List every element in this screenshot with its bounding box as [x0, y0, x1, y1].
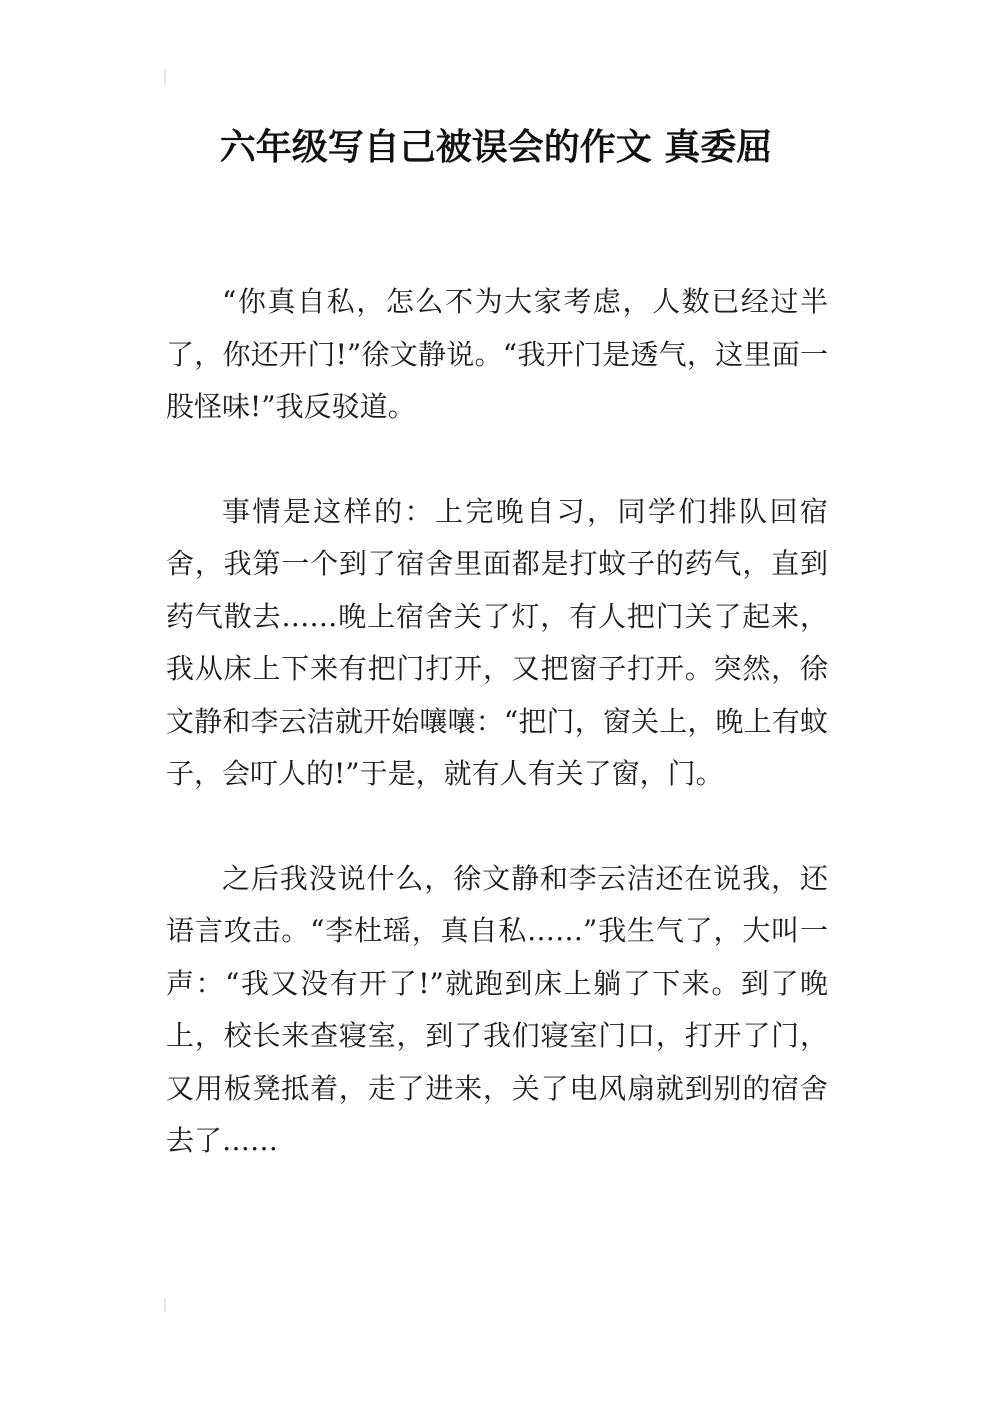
paragraph: 事情是这样的：上完晚自习，同学们排队回宿舍，我第一个到了宿舍里面都是打蚊子的药气，直到药气散去……晚上宿舍关了灯，有人把门关了起来，我从床上下来有把门打开，又把窗子打开。突然，徐文静和李云洁就开始嚷嚷：“把门，窗关上，晚上有蚊子，会叮人的!”于是，就有人有关了窗，门。 [166, 494, 828, 790]
document-title: 六年级写自己被误会的作文 真委屈 [219, 127, 773, 168]
page-corner-mark [164, 70, 166, 84]
document-body [166, 276, 828, 1220]
page-corner-mark [164, 1298, 166, 1312]
paragraph: 之后我没说什么，徐文静和李云洁还在说我，还语言攻击。“李杜瑶，真自私……”我生气了，大叫一声：“我又没有开了!”就跑到床上躺了下来。到了晚上，校长来查寝室，到了我们寝室门口，打开了门，又用板凳抵着，走了进来，关了电风扇就到别的宿舍去了…… [166, 861, 828, 1157]
paragraph: “你真自私，怎么不为大家考虑，人数已经过半了，你还开门!”徐文静说。“我开门是透气，这里面一股怪味!”我反驳道。 [166, 285, 828, 423]
